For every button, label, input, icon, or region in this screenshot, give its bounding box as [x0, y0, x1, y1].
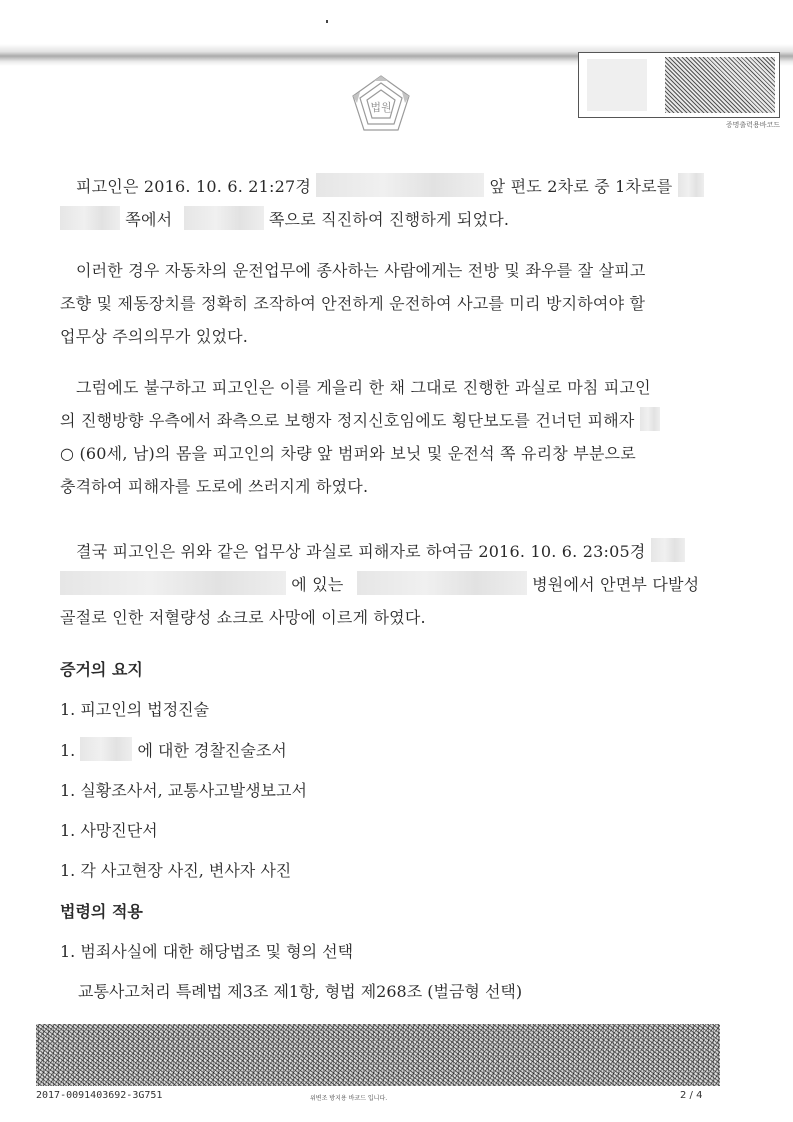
facts-text: 에 있는 [291, 575, 344, 594]
redacted-name [640, 407, 660, 431]
court-emblem-icon [350, 74, 412, 134]
redacted-text [651, 538, 685, 562]
facts-text: 피고인은 2016. 10. 6. 21:27경 [76, 177, 312, 196]
facts-paragraph-3 [60, 371, 710, 503]
redacted-location [60, 206, 120, 230]
evidence-item: 1. 실황조사서, 교통사고발생보고서 [60, 781, 307, 800]
facts-text: ○ [60, 444, 75, 463]
facts-paragraph-4 [60, 535, 710, 634]
facts-text: 병원에서 안면부 다발성 [532, 575, 700, 594]
facts-text: 이러한 경우 자동차의 운전업무에 종사하는 사람에게는 전방 및 좌우를 잘 살피고 [76, 261, 646, 280]
evidence-item: 1. 사망진단서 [60, 821, 158, 840]
redacted-location [316, 173, 484, 197]
facts-text: 쪽으로 직진하여 진행하게 되었다. [268, 210, 510, 229]
facts-text: 쪽에서 [125, 210, 173, 229]
redacted-hospital [357, 571, 527, 595]
page-number: 2 / 4 [680, 1090, 703, 1101]
scan-speck [326, 20, 328, 23]
facts-text: 골절로 인한 저혈량성 쇼크로 사망에 이르게 하였다. [60, 608, 426, 627]
facts-text: 그럼에도 불구하고 피고인은 이를 게을리 한 채 그대로 진행한 과실로 마침 피고인 [76, 378, 651, 397]
redacted-name [80, 737, 132, 761]
document-number: 2017-0091403692-3G751 [36, 1090, 163, 1101]
evidence-item-number: 1. [60, 741, 76, 760]
facts-text: 충격하여 피해자를 도로에 쓰러지게 하였다. [60, 477, 369, 496]
law-heading: 법령의 적용 [60, 902, 143, 921]
evidence-item: 1. 각 사고현장 사진, 변사자 사진 [60, 861, 292, 880]
facts-paragraph-1 [60, 170, 710, 236]
redacted-block [587, 59, 647, 111]
evidence-item: 1. 피고인의 법정진술 [60, 700, 210, 719]
anti-forgery-barcode [36, 1024, 720, 1086]
facts-text: 앞 편도 2차로 중 1차로를 [489, 177, 673, 196]
redacted-address [60, 571, 286, 595]
emblem-text: 법원 [370, 101, 392, 114]
facts-paragraph-2 [60, 254, 710, 353]
law-item-detail: 교통사고처리 특례법 제3조 제1항, 형법 제268조 (벌금형 선택) [78, 982, 523, 1001]
evidence-item-text: 에 대한 경찰진술조서 [137, 741, 287, 760]
facts-text: 업무상 주의의무가 있었다. [60, 327, 249, 346]
redacted-text [678, 173, 704, 197]
evidence-heading: 증거의 요지 [60, 660, 143, 679]
facts-text: 의 진행방향 우측에서 좌측으로 보행자 정지신호임에도 횡단보도를 건너던 피해자 [60, 411, 635, 430]
barcode-pattern [665, 57, 775, 113]
certification-barcode [578, 52, 780, 118]
facts-text: 결국 피고인은 위와 같은 업무상 과실로 피해자로 하여금 2016. 10. 6. 23:05경 [76, 542, 646, 561]
law-item: 1. 범죄사실에 대한 해당법조 및 형의 선택 [60, 942, 354, 961]
facts-text: (60세, 남)의 몸을 피고인의 차량 앞 범퍼와 보닛 및 운전석 쪽 유리창 부분으로 [79, 444, 636, 463]
evidence-item [60, 737, 287, 761]
facts-text: 조향 및 제동장치를 정확히 조작하여 안전하게 운전하여 사고를 미리 방지하여야 할 [60, 294, 646, 313]
barcode-notice: 위변조 방지용 바코드 입니다. [310, 1095, 388, 1102]
barcode-caption: 증명출력용바코드 [725, 121, 780, 129]
redacted-location [184, 206, 264, 230]
